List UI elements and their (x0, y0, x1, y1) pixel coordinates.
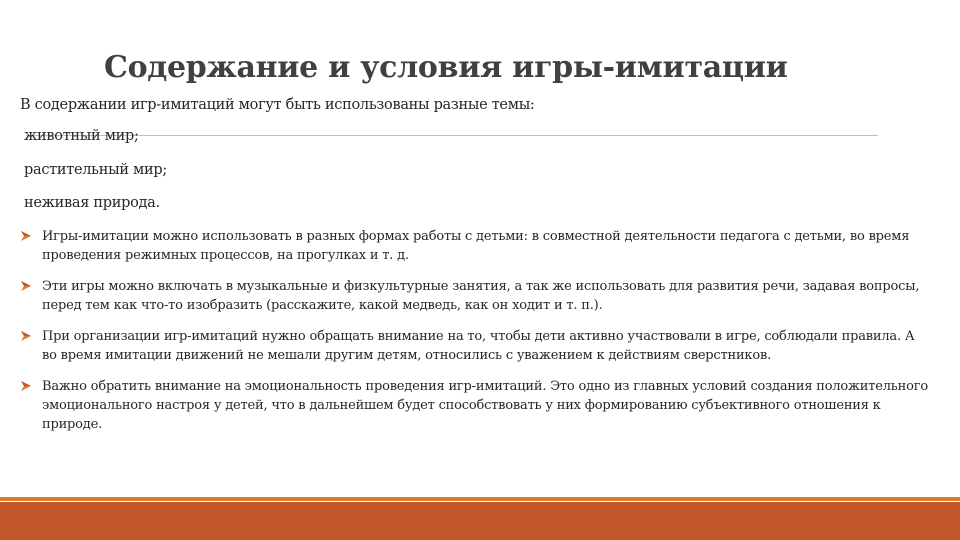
slide-title: Содержание и условия игры-имитации (104, 50, 788, 85)
bullet-list (20, 227, 930, 446)
topic-item: животный мир; (24, 128, 139, 144)
bullet-item (20, 377, 930, 434)
bullet-text: Важно обратить внимание на эмоциональность проведения игр-имитаций. Это одно из главных условий создания положительного эмоционального настроя у детей, что в дальнейшем будет способствовать у них формированию субъективного отношения к природе. (42, 379, 929, 432)
bullet-text: Игры-имитации можно использовать в разных формах работы с детьми: в совместной деятельности педагога с детьми, во время проведения режимных процессов, на прогулках и т. д. (42, 229, 910, 263)
bullet-item (20, 277, 930, 315)
bullet-text: При организации игр-имитаций нужно обращать внимание на то, чтобы дети активно участвовали в игре, соблюдали правила. А во время имитации движений не мешали другим детям, относились с уважением к действиям сверстников. (42, 329, 915, 363)
bullet-item (20, 327, 930, 365)
bullet-item (20, 227, 930, 265)
arrow-bullet-icon (20, 280, 32, 292)
footer-accent-line (0, 497, 960, 501)
arrow-bullet-icon (20, 230, 32, 242)
intro-text: В содержании игр-имитаций могут быть использованы разные темы: (20, 97, 535, 113)
divider-line (26, 135, 878, 136)
topic-item: растительный мир; (24, 162, 167, 178)
topic-item: неживая природа. (24, 195, 160, 211)
footer-accent-bar (0, 502, 960, 540)
arrow-bullet-icon (20, 330, 32, 342)
bullet-text: Эти игры можно включать в музыкальные и физкультурные занятия, а так же использовать для развития речи, задавая вопросы, перед тем как что-то изобразить (расскажите, какой медведь, как он ходит и т. п.). (42, 279, 920, 313)
arrow-bullet-icon (20, 380, 32, 392)
